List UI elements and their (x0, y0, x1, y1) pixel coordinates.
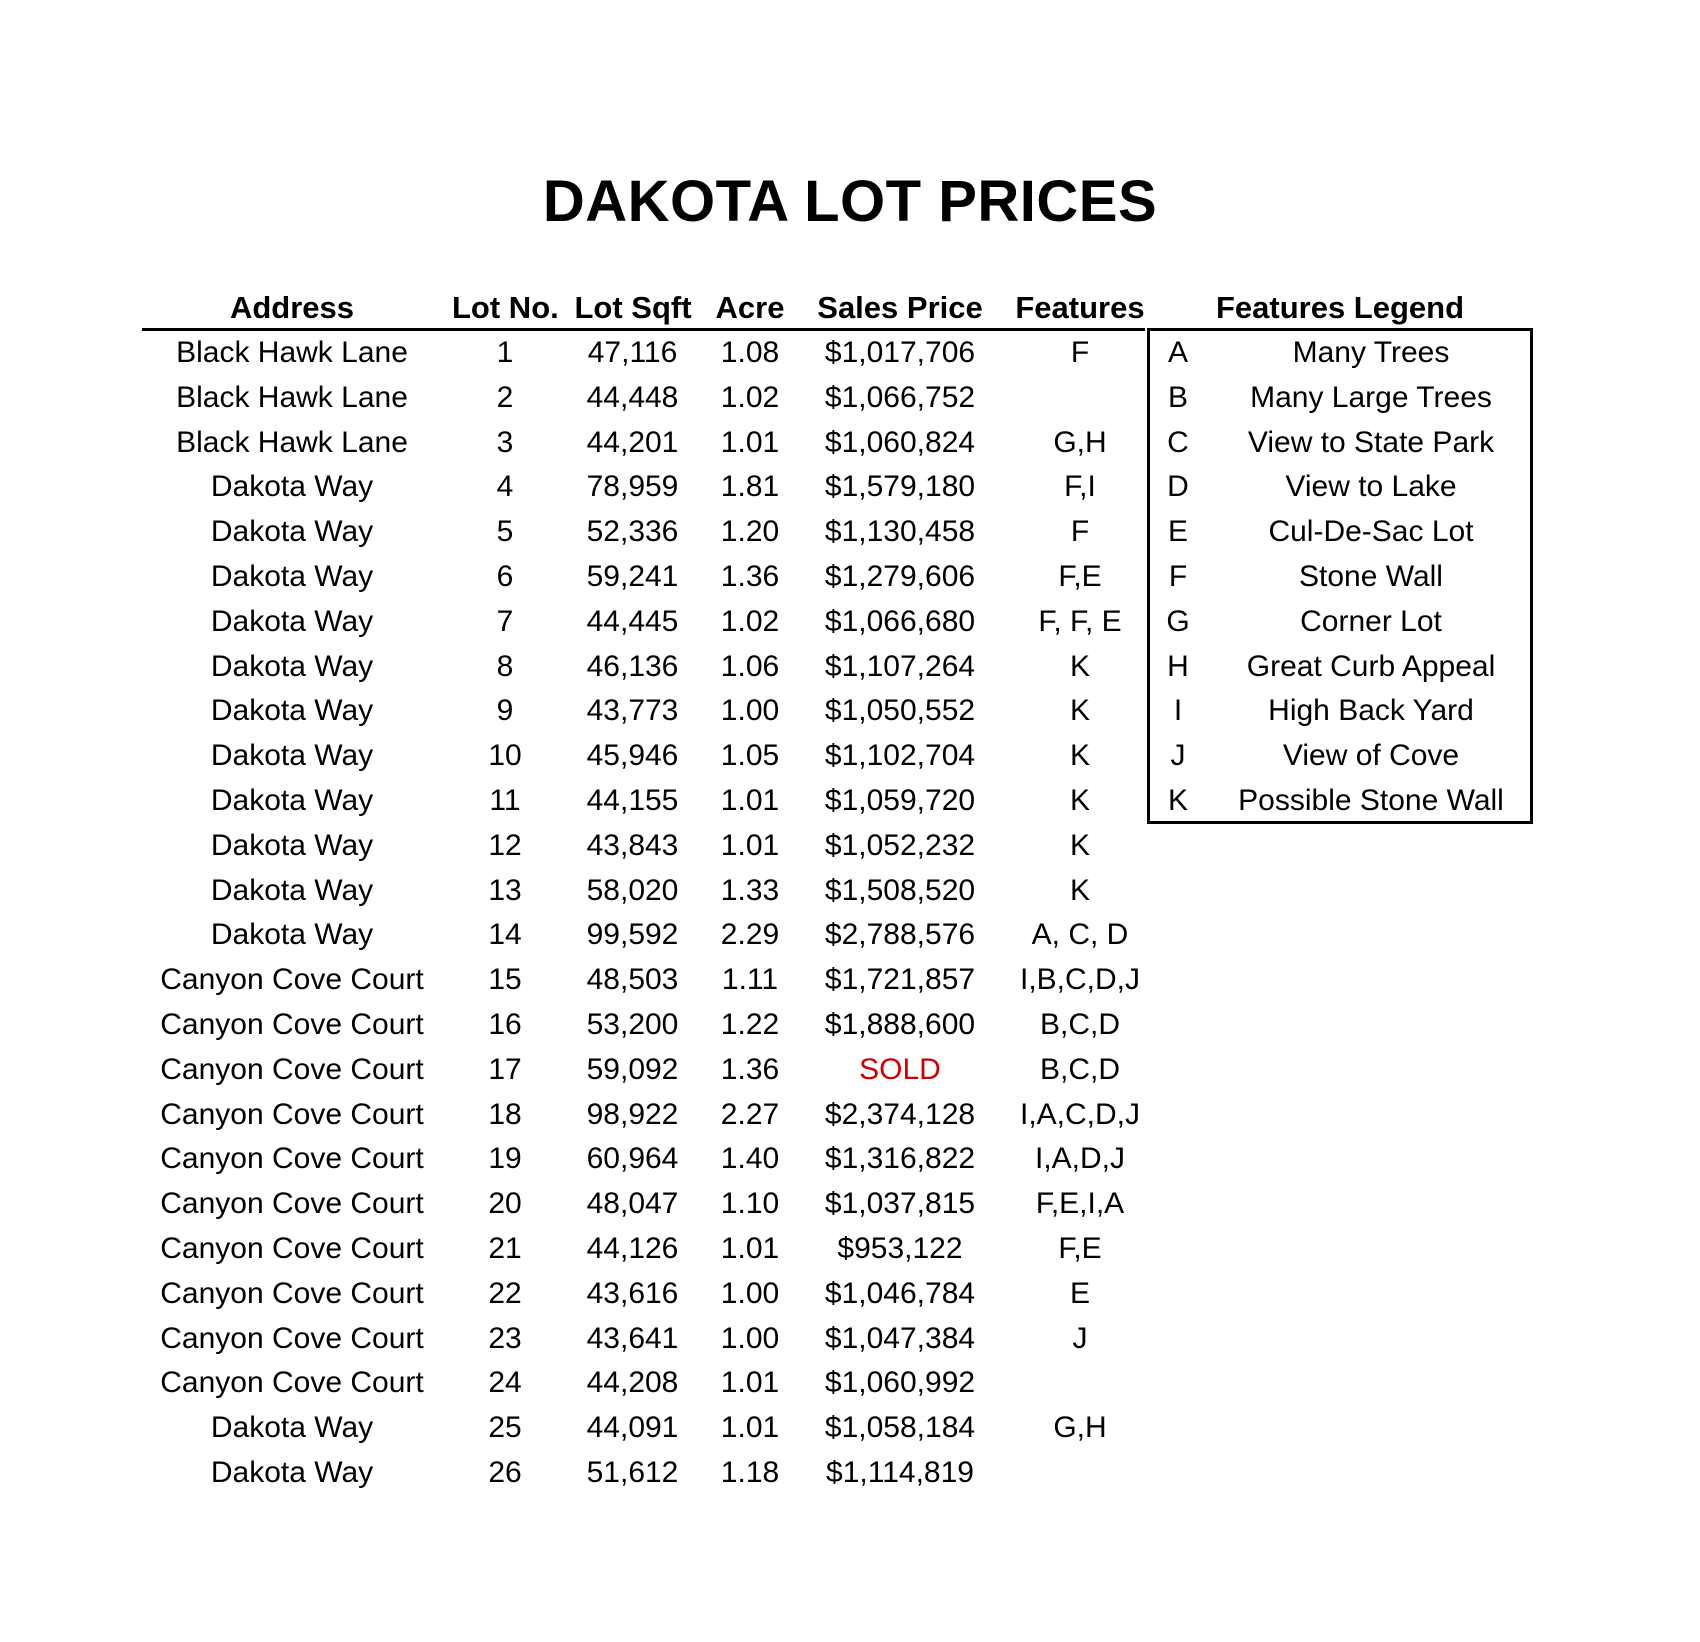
table-row (0, 824, 1140, 869)
legend-item (1150, 600, 1530, 645)
legend-letter: H (1167, 649, 1189, 683)
address-cell: Dakota Way (210, 873, 374, 907)
sales-price-cell: $1,060,992 (824, 1366, 976, 1400)
lot-number-cell: 21 (488, 1231, 522, 1265)
lot-number-cell: 17 (488, 1052, 522, 1086)
legend-letter: A (1167, 336, 1188, 369)
sales-price-cell: $1,047,384 (824, 1321, 976, 1355)
sales-price-cell: $2,374,128 (824, 1097, 976, 1131)
legend-letter: J (1170, 739, 1186, 773)
legend-item (1150, 779, 1530, 824)
acre-cell: 1.36 (720, 1052, 780, 1086)
acre-cell: 1.33 (720, 873, 780, 907)
features-cell: F,E (1058, 559, 1102, 593)
acre-cell: 1.00 (720, 1321, 780, 1355)
lot-number-cell: 10 (488, 739, 522, 773)
sales-price-cell: $1,059,720 (824, 783, 976, 817)
lot-number-cell: 11 (489, 783, 521, 817)
legend-letter: E (1167, 515, 1188, 549)
address-cell: Canyon Cove Court (160, 963, 424, 997)
address-cell: Dakota Way (210, 1455, 374, 1489)
address-cell: Dakota Way (210, 470, 374, 504)
lot-sqft-cell: 44,091 (586, 1411, 679, 1445)
sales-price-cell: $1,058,184 (824, 1411, 976, 1445)
lot-sqft-cell: 47,116 (587, 336, 678, 369)
features-cell: B,C,D (1039, 1007, 1120, 1041)
features-cell: G,H (1053, 425, 1107, 459)
lot-sqft-cell: 78,959 (586, 470, 679, 504)
lot-sqft-cell: 53,200 (586, 1007, 679, 1041)
column-header-lot-sqft: Lot Sqft (574, 290, 692, 325)
table-row (0, 555, 1140, 600)
sales-price-cell: $953,122 (837, 1231, 963, 1265)
page-title: DAKOTA LOT PRICES (542, 169, 1158, 234)
features-cell (1010, 1451, 1150, 1496)
lot-price-table (0, 331, 1140, 1496)
address-cell: Black Hawk Lane (176, 425, 408, 459)
features-cell: G,H (1053, 1411, 1107, 1445)
lot-sqft-cell: 43,773 (586, 694, 679, 728)
lot-sqft-cell: 51,612 (586, 1455, 679, 1489)
sales-price-cell: $1,037,815 (824, 1187, 976, 1221)
sales-price-cell: $1,316,822 (824, 1142, 976, 1176)
lot-sqft-cell: 43,843 (586, 828, 679, 862)
legend-item (1150, 734, 1530, 779)
features-cell: F (1070, 336, 1090, 369)
acre-cell: 1.10 (720, 1187, 780, 1221)
legend-description: Great Curb Appeal (1246, 649, 1496, 683)
sales-price-cell: $1,579,180 (824, 470, 976, 504)
sales-price-cell: $1,066,680 (824, 604, 976, 638)
table-row (0, 1406, 1140, 1451)
acre-cell: 2.29 (720, 918, 780, 952)
legend-description: Cul-De-Sac Lot (1268, 515, 1474, 549)
table-row (0, 1227, 1140, 1272)
lot-sqft-cell: 44,155 (586, 783, 679, 817)
column-header-sales-price: Sales Price (817, 290, 983, 325)
address-cell: Dakota Way (210, 739, 374, 773)
legend-item (1150, 645, 1530, 690)
lot-sqft-cell: 58,020 (586, 873, 679, 907)
lot-sqft-cell: 46,136 (586, 649, 679, 683)
features-cell: K (1069, 783, 1090, 817)
sales-price-cell: $1,046,784 (824, 1276, 976, 1310)
acre-cell: 1.18 (720, 1455, 780, 1489)
sales-price-cell: $1,107,264 (824, 649, 976, 683)
legend-item (1150, 689, 1530, 734)
lot-sqft-cell: 44,126 (586, 1231, 679, 1265)
lot-sqft-cell: 45,946 (586, 739, 679, 773)
address-cell: Black Hawk Lane (176, 380, 408, 414)
features-cell (1010, 1361, 1150, 1406)
sold-badge: SOLD (859, 1052, 941, 1086)
features-cell: I,B,C,D,J (1019, 963, 1140, 997)
legend-description: View of Cove (1282, 739, 1460, 773)
address-cell: Canyon Cove Court (160, 1276, 424, 1310)
features-legend (1147, 328, 1533, 824)
lot-sqft-cell: 43,641 (586, 1321, 679, 1355)
lot-sqft-cell: 99,592 (586, 918, 679, 952)
sales-price-cell: $1,508,520 (824, 873, 976, 907)
acre-cell: 1.00 (720, 1276, 780, 1310)
features-cell: B,C,D (1039, 1052, 1120, 1086)
acre-cell: 1.01 (720, 828, 780, 862)
lot-number-cell: 18 (488, 1097, 522, 1131)
acre-cell: 1.01 (720, 425, 780, 459)
lot-sqft-cell: 44,445 (586, 604, 679, 638)
address-cell: Canyon Cove Court (160, 1007, 424, 1041)
features-cell: F, F, E (1038, 604, 1122, 638)
table-row (0, 1048, 1140, 1093)
lot-number-cell: 23 (488, 1321, 522, 1355)
table-row (0, 600, 1140, 645)
address-cell: Black Hawk Lane (176, 336, 408, 369)
acre-cell: 1.01 (720, 1231, 780, 1265)
legend-title: Features Legend (1215, 290, 1465, 325)
lot-sqft-cell: 59,092 (586, 1052, 679, 1086)
sales-price-cell: $1,114,819 (826, 1455, 974, 1489)
features-cell: J (1072, 1321, 1088, 1355)
address-cell: Dakota Way (210, 828, 374, 862)
features-cell: F,I (1064, 470, 1096, 504)
table-row (0, 465, 1140, 510)
table-row (0, 779, 1140, 824)
acre-cell: 2.27 (720, 1097, 780, 1131)
table-row (0, 421, 1140, 466)
sales-price-cell: $2,788,576 (824, 918, 976, 952)
lot-number-cell: 22 (488, 1276, 522, 1310)
address-cell: Dakota Way (210, 783, 374, 817)
legend-letter: K (1167, 783, 1188, 817)
table-row (0, 510, 1140, 555)
lot-sqft-cell: 43,616 (586, 1276, 679, 1310)
lot-number-cell: 13 (488, 873, 522, 907)
legend-item (1150, 555, 1530, 600)
legend-letter: G (1166, 604, 1190, 638)
column-header-acre: Acre (715, 290, 785, 325)
address-cell: Canyon Cove Court (160, 1366, 424, 1400)
lot-number-cell: 6 (496, 559, 514, 593)
lot-sqft-cell: 59,241 (586, 559, 679, 593)
lot-number-cell: 2 (496, 380, 514, 414)
table-row (0, 645, 1140, 690)
lot-sqft-cell: 48,047 (586, 1187, 679, 1221)
address-cell: Canyon Cove Court (160, 1321, 424, 1355)
legend-description: Stone Wall (1299, 559, 1443, 593)
lot-number-cell: 12 (488, 828, 522, 862)
features-cell: F,E,I,A (1035, 1187, 1125, 1221)
acre-cell: 1.81 (720, 470, 780, 504)
legend-letter: B (1167, 380, 1188, 414)
lot-number-cell: 24 (488, 1366, 522, 1400)
lot-sqft-cell: 44,208 (586, 1366, 679, 1400)
features-cell: A, C, D (1031, 918, 1129, 952)
lot-number-cell: 8 (496, 649, 514, 683)
legend-item (1150, 331, 1530, 376)
sales-price-cell: $1,130,458 (824, 515, 976, 549)
acre-cell: 1.01 (720, 1411, 780, 1445)
acre-cell: 1.36 (720, 559, 780, 593)
lot-number-cell: 7 (496, 604, 514, 638)
sales-price-cell: $1,017,706 (824, 336, 976, 369)
table-row (0, 376, 1140, 421)
address-cell: Dakota Way (210, 559, 374, 593)
legend-description: Many Large Trees (1250, 380, 1492, 414)
address-cell: Canyon Cove Court (160, 1142, 424, 1176)
acre-cell: 1.02 (720, 604, 780, 638)
features-cell: K (1069, 873, 1090, 907)
lot-number-cell: 1 (496, 336, 514, 369)
table-row (0, 1003, 1140, 1048)
sales-price-cell: $1,050,552 (824, 694, 976, 728)
legend-description: View to Lake (1285, 470, 1457, 504)
address-cell: Dakota Way (210, 515, 374, 549)
legend-item (1150, 510, 1530, 555)
lot-sqft-cell: 44,201 (586, 425, 679, 459)
features-cell (1010, 376, 1150, 421)
column-header-lot-no: Lot No. (452, 290, 559, 325)
address-cell: Dakota Way (210, 604, 374, 638)
lot-number-cell: 3 (496, 425, 514, 459)
address-cell: Dakota Way (210, 649, 374, 683)
table-row (0, 1272, 1140, 1317)
sales-price-cell: $1,052,232 (824, 828, 976, 862)
address-cell: Canyon Cove Court (160, 1097, 424, 1131)
legend-description: Many Trees (1292, 336, 1450, 369)
legend-letter: I (1173, 694, 1183, 728)
features-cell: K (1069, 828, 1090, 862)
legend-letter: F (1168, 559, 1188, 593)
sales-price-cell: $1,888,600 (824, 1007, 976, 1041)
features-cell: I,A,C,D,J (1019, 1097, 1140, 1131)
address-cell: Canyon Cove Court (160, 1231, 424, 1265)
features-cell: K (1069, 694, 1090, 728)
lot-number-cell: 20 (488, 1187, 522, 1221)
lot-number-cell: 19 (488, 1142, 522, 1176)
acre-cell: 1.06 (720, 649, 780, 683)
legend-description: View to State Park (1247, 425, 1495, 459)
lot-number-cell: 25 (488, 1411, 522, 1445)
lot-sqft-cell: 52,336 (586, 515, 679, 549)
sales-price-cell: $1,721,857 (824, 963, 976, 997)
acre-cell: 1.01 (720, 783, 780, 817)
address-cell: Dakota Way (210, 694, 374, 728)
address-cell: Dakota Way (210, 1411, 374, 1445)
address-cell: Dakota Way (210, 918, 374, 952)
lot-number-cell: 26 (488, 1455, 522, 1489)
lot-number-cell: 15 (488, 963, 522, 997)
features-cell: I,A,D,J (1034, 1142, 1125, 1176)
column-header-features: Features (1015, 290, 1145, 325)
features-cell: K (1069, 649, 1090, 683)
table-row (0, 913, 1140, 958)
table-row (0, 1317, 1140, 1362)
features-cell: F,E (1058, 1231, 1102, 1265)
table-row (0, 1361, 1140, 1406)
lot-sqft-cell: 60,964 (586, 1142, 679, 1176)
lot-number-cell: 14 (488, 918, 522, 952)
features-cell: K (1069, 739, 1090, 773)
acre-cell: 1.08 (720, 336, 780, 369)
lot-number-cell: 9 (496, 694, 514, 728)
table-row (0, 331, 1140, 376)
table-row (0, 1093, 1140, 1138)
features-cell: E (1069, 1276, 1090, 1310)
table-row (0, 869, 1140, 914)
legend-letter: C (1167, 425, 1189, 459)
acre-cell: 1.20 (720, 515, 780, 549)
lot-number-cell: 16 (488, 1007, 522, 1041)
address-cell: Canyon Cove Court (160, 1052, 424, 1086)
address-cell: Canyon Cove Court (160, 1187, 424, 1221)
lot-sqft-cell: 98,922 (586, 1097, 679, 1131)
sales-price-cell: $1,102,704 (824, 739, 976, 773)
table-row (0, 1137, 1140, 1182)
legend-description: Corner Lot (1300, 604, 1442, 638)
features-cell: F (1070, 515, 1090, 549)
table-row (0, 958, 1140, 1003)
lot-number-cell: 5 (496, 515, 514, 549)
lot-number-cell: 4 (496, 470, 514, 504)
table-row (0, 1451, 1140, 1496)
acre-cell: 1.40 (720, 1142, 780, 1176)
legend-item (1150, 376, 1530, 421)
lot-sqft-cell: 48,503 (586, 963, 679, 997)
table-row (0, 689, 1140, 734)
acre-cell: 1.11 (721, 963, 779, 997)
acre-cell: 1.01 (720, 1366, 780, 1400)
lot-sqft-cell: 44,448 (586, 380, 679, 414)
table-row (0, 734, 1140, 779)
sales-price-cell: $1,066,752 (824, 380, 976, 414)
sales-price-cell: $1,060,824 (824, 425, 976, 459)
column-header-address: Address (229, 290, 355, 325)
legend-description: High Back Yard (1268, 694, 1474, 728)
acre-cell: 1.00 (720, 694, 780, 728)
legend-item (1150, 421, 1530, 466)
sales-price-cell: $1,279,606 (824, 559, 976, 593)
table-row (0, 1182, 1140, 1227)
acre-cell: 1.02 (720, 380, 780, 414)
acre-cell: 1.05 (720, 739, 780, 773)
legend-letter: D (1167, 470, 1189, 504)
legend-description: Possible Stone Wall (1238, 783, 1504, 817)
legend-item (1150, 465, 1530, 510)
acre-cell: 1.22 (720, 1007, 780, 1041)
